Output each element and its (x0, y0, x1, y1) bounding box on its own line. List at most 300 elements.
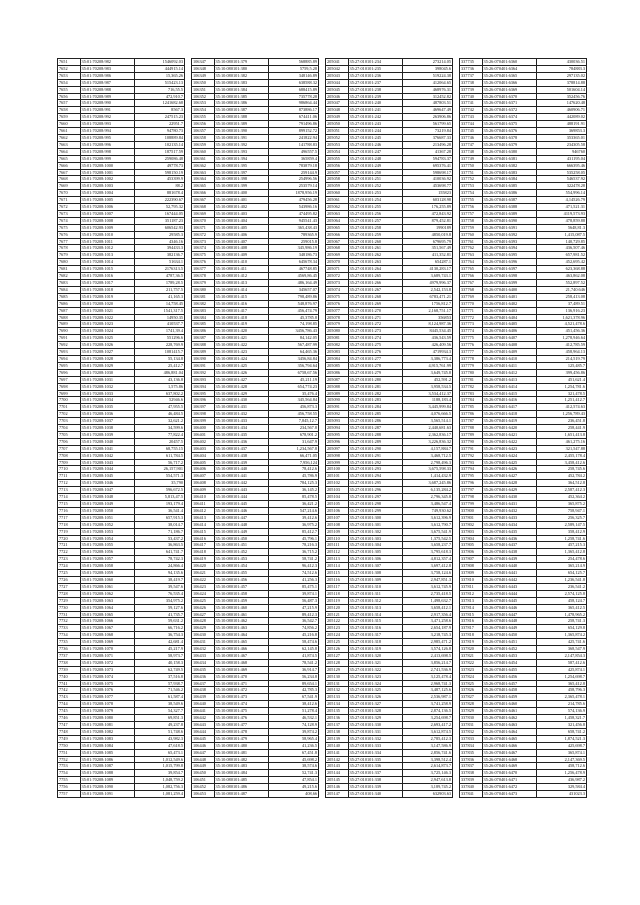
table-row (192, 355, 319, 362)
cadastral-number-cell: 35:01:70208:1017 (80, 280, 135, 287)
table-row (58, 141, 185, 148)
table-row (192, 666, 319, 673)
value-cell: 56,487.3 (269, 597, 319, 604)
cadastral-number-cell: 35:26:070401:6458 (482, 687, 537, 694)
table-row (192, 418, 319, 425)
cadastral-number-cell: 35:27:010101:247 (348, 148, 403, 155)
value-cell: 1,012,549.6 (135, 756, 185, 763)
record-number-cell: 205106 (326, 507, 349, 514)
cadastral-number-cell: 35:26:070401:6422 (482, 438, 537, 445)
value-cell: 412,574.63 (537, 404, 587, 411)
value-cell: 213496.28 (403, 141, 453, 148)
value-cell: 102135.14 (135, 141, 185, 148)
value-cell: 67,541.9 (269, 694, 319, 701)
record-number-cell: 205115 (326, 570, 349, 577)
cadastral-number-cell: 35:27:010101:242 (348, 114, 403, 121)
record-number-cell: 7697 (58, 376, 81, 383)
table-row (326, 431, 453, 438)
cadastral-number-cell: 35:01:70208:1050 (80, 507, 135, 514)
record-number-cell: 106416 (192, 535, 215, 542)
value-cell: 488191.91 (537, 121, 587, 128)
value-cell: 1241682.68 (135, 100, 185, 107)
record-number-cell: 205078 (326, 314, 349, 321)
table-row (460, 528, 587, 535)
cadastral-number-cell: 35:26:070401:6404 (482, 314, 537, 321)
table-row (192, 134, 319, 141)
table-row (326, 680, 453, 687)
record-number-cell: 7693 (58, 349, 81, 356)
value-cell: 478,859.88 (537, 217, 587, 224)
value-cell: 3,147,586.9 (403, 742, 453, 749)
table-row (460, 411, 587, 418)
value-cell: 460906.71 (537, 107, 587, 114)
table-row (460, 556, 587, 563)
value-cell: 457,215.3 (537, 542, 587, 549)
cadastral-number-cell: 35:26:070401:6431 (482, 501, 537, 508)
value-cell: 3456,84.84 (269, 355, 319, 362)
table-row (192, 100, 319, 107)
table-row (460, 742, 587, 749)
value-cell: 1,082,756.3 (135, 784, 185, 791)
record-number-cell: 337742 (460, 107, 483, 114)
value-cell: 2,917,356.4 (403, 611, 453, 618)
table-row (460, 134, 587, 141)
table-row (460, 107, 587, 114)
record-number-cell: 337782 (460, 383, 483, 390)
value-cell: 41,874.5 (269, 652, 319, 659)
record-number-cell: 205111 (326, 542, 349, 549)
cadastral-number-cell: 35:10:080101:453 (214, 556, 269, 563)
record-number-cell: 106384 (192, 314, 215, 321)
value-cell: 1,414,432.9 (403, 473, 453, 480)
record-number-cell: 106357 (192, 128, 215, 135)
cadastral-number-cell: 35:27:010101:263 (348, 259, 403, 266)
value-cell: 234,567.8 (269, 425, 319, 432)
value-cell: 4979,996.37 (403, 280, 453, 287)
record-number-cell: 205132 (326, 687, 349, 694)
record-number-cell: 205068 (326, 245, 349, 252)
table-row (460, 535, 587, 542)
cadastral-number-cell: 35:27:010101:270 (348, 307, 403, 314)
cadastral-number-cell: 35:26:070401:6393 (482, 238, 537, 245)
cadastral-number-cell: 35:10:080101:419 (214, 321, 269, 328)
record-number-cell: 106444 (192, 728, 215, 735)
record-number-cell: 205116 (326, 576, 349, 583)
value-cell: 666395.46 (537, 162, 587, 169)
cadastral-number-cell: 35:26:070401:6457 (482, 680, 537, 687)
record-number-cell: 7683 (58, 280, 81, 287)
table-row (326, 128, 453, 135)
value-cell: 37,516.8 (135, 673, 185, 680)
cadastral-number-cell: 35:27:010101:313 (348, 604, 403, 611)
cadastral-number-cell: 35:10:080101:380 (214, 65, 269, 72)
record-number-cell: 205097 (326, 445, 349, 452)
cadastral-number-cell: 35:01:70208:993 (80, 121, 135, 128)
record-number-cell: 106348 (192, 65, 215, 72)
value-cell: 57,938.7 (135, 680, 185, 687)
value-cell: 2,168,751.17 (403, 307, 453, 314)
record-number-cell: 337764 (460, 259, 483, 266)
cadastral-number-cell: 35:01:70208:994 (80, 128, 135, 135)
table-row (58, 728, 185, 735)
record-number-cell: 205142 (326, 756, 349, 763)
record-number-cell: 205063 (326, 210, 349, 217)
value-cell: 611,784.5 (135, 452, 185, 459)
record-number-cell: 106419 (192, 556, 215, 563)
cadastral-number-cell: 35:27:010101:262 (348, 252, 403, 259)
record-number-cell: 106386 (192, 328, 215, 335)
table-row (192, 563, 319, 570)
cadastral-number-cell: 35:01:70208:1053 (80, 528, 135, 535)
value-cell: 345657.07 (269, 286, 319, 293)
cadastral-number-cell: 35:26:070401:6451 (482, 639, 537, 646)
table-row (58, 549, 185, 556)
table-row (192, 459, 319, 466)
cadastral-number-cell: 35:01:70208:1012 (80, 245, 135, 252)
table-row (326, 521, 453, 528)
table-row (192, 252, 319, 259)
record-number-cell: 205123 (326, 625, 349, 632)
table-row (460, 763, 587, 770)
table-row (192, 286, 319, 293)
record-number-cell: 205100 (326, 466, 349, 473)
record-number-cell: 106372 (192, 231, 215, 238)
table-row (460, 673, 587, 680)
record-number-cell: 205091 (326, 404, 349, 411)
value-cell: 358,412.9 (537, 528, 587, 535)
value-cell: 378814.88 (537, 79, 587, 86)
record-number-cell: 337830 (460, 715, 483, 722)
value-cell: 32,621.2 (135, 418, 185, 425)
record-number-cell: 7682 (58, 273, 81, 280)
value-cell: 452,695.42 (537, 259, 587, 266)
cadastral-number-cell: 35:26:070401:6387 (482, 197, 537, 204)
table-row (326, 604, 453, 611)
table-row (326, 314, 453, 321)
cadastral-number-cell: 35:10:080101:407 (214, 238, 269, 245)
record-number-cell: 7689 (58, 321, 81, 328)
record-number-cell: 205056 (326, 162, 349, 169)
cadastral-number-cell: 35:26:070401:6390 (482, 217, 537, 224)
value-cell: 1081415.7 (135, 349, 185, 356)
value-cell: 3,574,126.8 (403, 646, 453, 653)
record-number-cell: 205139 (326, 735, 349, 742)
value-cell: 1,234,567.8 (269, 445, 319, 452)
value-cell: 348186.73 (269, 252, 319, 259)
value-cell: 45,217.9 (135, 646, 185, 653)
cadastral-number-cell: 35:26:070401:6383 (482, 169, 537, 176)
cadastral-number-cell: 35:10:080101:432 (214, 411, 269, 418)
cadastral-number-cell: 35:10:080101:484 (214, 770, 269, 777)
table-row (58, 266, 185, 273)
cadastral-number-cell: 35:01:70208:1013 (80, 252, 135, 259)
table-row (460, 293, 587, 300)
value-cell: 258,441.9 (537, 425, 587, 432)
table-row (192, 349, 319, 356)
value-cell: 58,474.6 (269, 639, 319, 646)
record-number-cell: 106418 (192, 549, 215, 556)
cadastral-number-cell: 35:26:070401:6462 (482, 715, 537, 722)
cadastral-number-cell: 35:01:70208:1039 (80, 431, 135, 438)
value-cell: 8445,534.45 (403, 328, 453, 335)
cadastral-number-cell: 35:10:080101:399 (214, 183, 269, 190)
table-row (58, 183, 185, 190)
value-cell: 1,081,259.4 (135, 791, 185, 798)
cadastral-number-cell: 35:10:080101:449 (214, 528, 269, 535)
record-number-cell: 106437 (192, 680, 215, 687)
cadastral-number-cell: 35:26:070401:6372 (482, 107, 537, 114)
table-row (58, 639, 185, 646)
value-cell: 193,179.4 (135, 501, 185, 508)
table-row (192, 376, 319, 383)
record-number-cell: 7699 (58, 390, 81, 397)
value-cell: 1,251,412.7 (537, 397, 587, 404)
cadastral-number-cell: 35:26:070401:6418 (482, 411, 537, 418)
record-number-cell: 205060 (326, 190, 349, 197)
cadastral-number-cell: 35:26:070401:6380 (482, 148, 537, 155)
table-row (58, 576, 185, 583)
value-cell: 456,758.55 (269, 411, 319, 418)
table-row (460, 570, 587, 577)
record-number-cell: 106356 (192, 121, 215, 128)
value-cell: 51,278.4 (269, 708, 319, 715)
table-row (192, 652, 319, 659)
table-row (460, 79, 587, 86)
value-cell: 2,874,136.5 (403, 708, 453, 715)
record-number-cell: 337773 (460, 321, 483, 328)
table-row (460, 473, 587, 480)
value-cell: 458,124.7 (537, 597, 587, 604)
record-number-cell: 106376 (192, 259, 215, 266)
cadastral-number-cell: 35:26:070401:6415 (482, 390, 537, 397)
table-row (192, 342, 319, 349)
value-cell: 36,421.2 (269, 501, 319, 508)
table-row (58, 190, 185, 197)
table-row (58, 390, 185, 397)
table-row (192, 224, 319, 231)
table-row (326, 687, 453, 694)
record-number-cell: 205042 (326, 65, 349, 72)
cadastral-number-cell: 35:10:080101:441 (214, 473, 269, 480)
value-cell: 36,541.4 (135, 507, 185, 514)
value-cell: 259015.8 (269, 238, 319, 245)
record-number-cell: 205041 (326, 59, 349, 66)
record-number-cell: 205114 (326, 563, 349, 570)
value-cell: 2,147,369.5 (537, 756, 587, 763)
cadastral-number-cell: 35:26:070401:6430 (482, 494, 537, 501)
value-cell: 4119,573.93 (537, 210, 587, 217)
record-number-cell: 106424 (192, 590, 215, 597)
cadastral-number-cell: 35:01:70208:1001 (80, 169, 135, 176)
record-number-cell: 337821 (460, 652, 483, 659)
cadastral-number-cell: 35:27:010101:272 (348, 321, 403, 328)
cadastral-number-cell: 35:10:080101:472 (214, 687, 269, 694)
record-number-cell: 337787 (460, 418, 483, 425)
record-number-cell: 106365 (192, 183, 215, 190)
value-cell: 486,881.04 (135, 369, 185, 376)
record-number-cell: 7665 (58, 155, 81, 162)
table-row (326, 715, 453, 722)
cadastral-number-cell: 35:27:010101:315 (348, 618, 403, 625)
value-cell: 3,725,146.3 (403, 770, 453, 777)
cadastral-number-cell: 35:27:010101:240 (348, 100, 403, 107)
value-cell: 247515.23 (135, 114, 185, 121)
table-row (192, 728, 319, 735)
table-row (58, 321, 185, 328)
cadastral-number-cell: 35:26:070401:6375 (482, 121, 537, 128)
value-cell: 879,452.81 (403, 217, 453, 224)
cadastral-number-cell: 35:26:070401:6395 (482, 252, 537, 259)
record-number-cell: 106432 (192, 646, 215, 653)
cadastral-number-cell: 35:10:080101:379 (214, 59, 269, 66)
table-row (460, 86, 587, 93)
cadastral-number-cell: 35:27:010101:278 (348, 362, 403, 369)
record-number-cell: 337783 (460, 390, 483, 397)
table-row (192, 280, 319, 287)
record-number-cell: 205073 (326, 280, 349, 287)
cadastral-number-cell: 35:27:010101:276 (348, 349, 403, 356)
value-cell: 52946.6 (135, 397, 185, 404)
value-cell: 501604.14 (537, 86, 587, 93)
table-row (460, 652, 587, 659)
value-cell: 66,716.2 (135, 625, 185, 632)
table-row (58, 328, 185, 335)
cadastral-number-cell: 35:10:080101:445 (214, 501, 269, 508)
value-cell: 783879.18 (269, 162, 319, 169)
table-row (326, 210, 453, 217)
value-cell: 52,795.32 (135, 204, 185, 211)
cadastral-number-cell: 35:26:070401:6419 (482, 418, 537, 425)
value-cell: 1756,812.7 (403, 300, 453, 307)
cadastral-number-cell: 35:01:70208:1085 (80, 749, 135, 756)
cadastral-number-cell: 35:27:010101:299 (348, 507, 403, 514)
cadastral-number-cell: 35:01:70208:1042 (80, 452, 135, 459)
value-cell: 365,214.9 (537, 563, 587, 570)
value-cell: 637,802.2 (135, 390, 185, 397)
table-row (58, 210, 185, 217)
data-table-column-1 (57, 58, 185, 798)
cadastral-number-cell: 35:01:70208:1027 (80, 349, 135, 356)
value-cell: 452,364.2 (537, 494, 587, 501)
record-number-cell: 7708 (58, 452, 81, 459)
table-row (460, 197, 587, 204)
cadastral-number-cell: 35:27:010101:286 (348, 418, 403, 425)
record-number-cell: 337790 (460, 438, 483, 445)
value-cell: 39,547.6 (135, 583, 185, 590)
value-cell: 1,236,541.8 (537, 576, 587, 583)
record-number-cell: 106390 (192, 355, 215, 362)
value-cell: 42,681.4 (135, 639, 185, 646)
cadastral-number-cell: 35:27:010101:285 (348, 411, 403, 418)
value-cell: 2,735,418.5 (403, 590, 453, 597)
table-row (58, 376, 185, 383)
cadastral-number-cell: 35:10:080101:463 (214, 625, 269, 632)
value-cell: 382136.7 (135, 252, 185, 259)
cadastral-number-cell: 35:27:010101:249 (348, 162, 403, 169)
record-number-cell: 337771 (460, 307, 483, 314)
cadastral-number-cell: 35:27:010101:275 (348, 342, 403, 349)
table-row (460, 328, 587, 335)
table-row (460, 501, 587, 508)
cadastral-number-cell: 35:10:080101:464 (214, 632, 269, 639)
cadastral-number-cell: 35:27:010101:324 (348, 680, 403, 687)
value-cell: 45,796.1 (269, 535, 319, 542)
table-row (326, 597, 453, 604)
table-row (58, 680, 185, 687)
value-cell: 603128.98 (403, 197, 453, 204)
cadastral-number-cell: 35:01:70208:1077 (80, 694, 135, 701)
record-number-cell: 106446 (192, 742, 215, 749)
table-row (58, 245, 185, 252)
cadastral-number-cell: 35:26:070401:6385 (482, 183, 537, 190)
cadastral-number-cell: 35:01:70208:1087 (80, 763, 135, 770)
cadastral-number-cell: 35:27:010101:277 (348, 355, 403, 362)
record-number-cell: 205087 (326, 376, 349, 383)
table-row (58, 652, 185, 659)
value-cell: 241822.94 (269, 134, 319, 141)
cadastral-number-cell: 35:10:080101:428 (214, 383, 269, 390)
table-row (192, 328, 319, 335)
record-number-cell: 7670 (58, 190, 81, 197)
cadastral-number-cell: 35:27:010101:254 (348, 197, 403, 204)
record-number-cell: 106369 (192, 210, 215, 217)
cadastral-number-cell: 35:01:70208:1043 (80, 459, 135, 466)
value-cell: 758,947.1 (537, 507, 587, 514)
value-cell: 574,136.9 (537, 708, 587, 715)
cadastral-number-cell: 35:01:70208:1026 (80, 342, 135, 349)
value-cell: 398045.6 (403, 65, 453, 72)
record-number-cell: 106443 (192, 722, 215, 729)
record-number-cell: 337757 (460, 210, 483, 217)
record-number-cell: 7653 (58, 72, 81, 79)
record-number-cell: 337819 (460, 639, 483, 646)
record-number-cell: 337754 (460, 190, 483, 197)
record-number-cell: 205127 (326, 652, 349, 659)
cadastral-number-cell: 35:26:070401:6406 (482, 328, 537, 335)
value-cell: 39,412.6 (269, 514, 319, 521)
table-row (326, 307, 453, 314)
cadastral-number-cell: 35:10:080101:443 (214, 487, 269, 494)
record-number-cell: 7714 (58, 494, 81, 501)
table-row (326, 542, 453, 549)
value-cell: 3,697,412.8 (403, 563, 453, 570)
table-row (58, 666, 185, 673)
record-number-cell: 205084 (326, 355, 349, 362)
cadastral-number-cell: 35:26:070401:6466 (482, 742, 537, 749)
cadastral-number-cell: 35:10:080101:406 (214, 231, 269, 238)
record-number-cell: 205096 (326, 438, 349, 445)
cadastral-number-cell: 35:27:010101:279 (348, 369, 403, 376)
table-row (58, 570, 185, 577)
cadastral-number-cell: 35:26:070401:6459 (482, 694, 537, 701)
record-number-cell: 205109 (326, 528, 349, 535)
table-row (460, 632, 587, 639)
value-cell: 394433.3 (135, 245, 185, 252)
value-cell: 37,489.51 (537, 300, 587, 307)
cadastral-number-cell: 35:10:080101:483 (214, 763, 269, 770)
value-cell: 654287.1 (403, 259, 453, 266)
record-number-cell: 337741 (460, 100, 483, 107)
record-number-cell: 337829 (460, 708, 483, 715)
record-number-cell: 205067 (326, 238, 349, 245)
table-row (460, 155, 587, 162)
cadastral-number-cell: 35:01:70208:1016 (80, 273, 135, 280)
value-cell: 321,478.5 (537, 390, 587, 397)
value-cell: 56,717.2 (135, 459, 185, 466)
value-cell: 353365.01 (537, 134, 587, 141)
record-number-cell: 205108 (326, 521, 349, 528)
record-number-cell: 7691 (58, 335, 81, 342)
